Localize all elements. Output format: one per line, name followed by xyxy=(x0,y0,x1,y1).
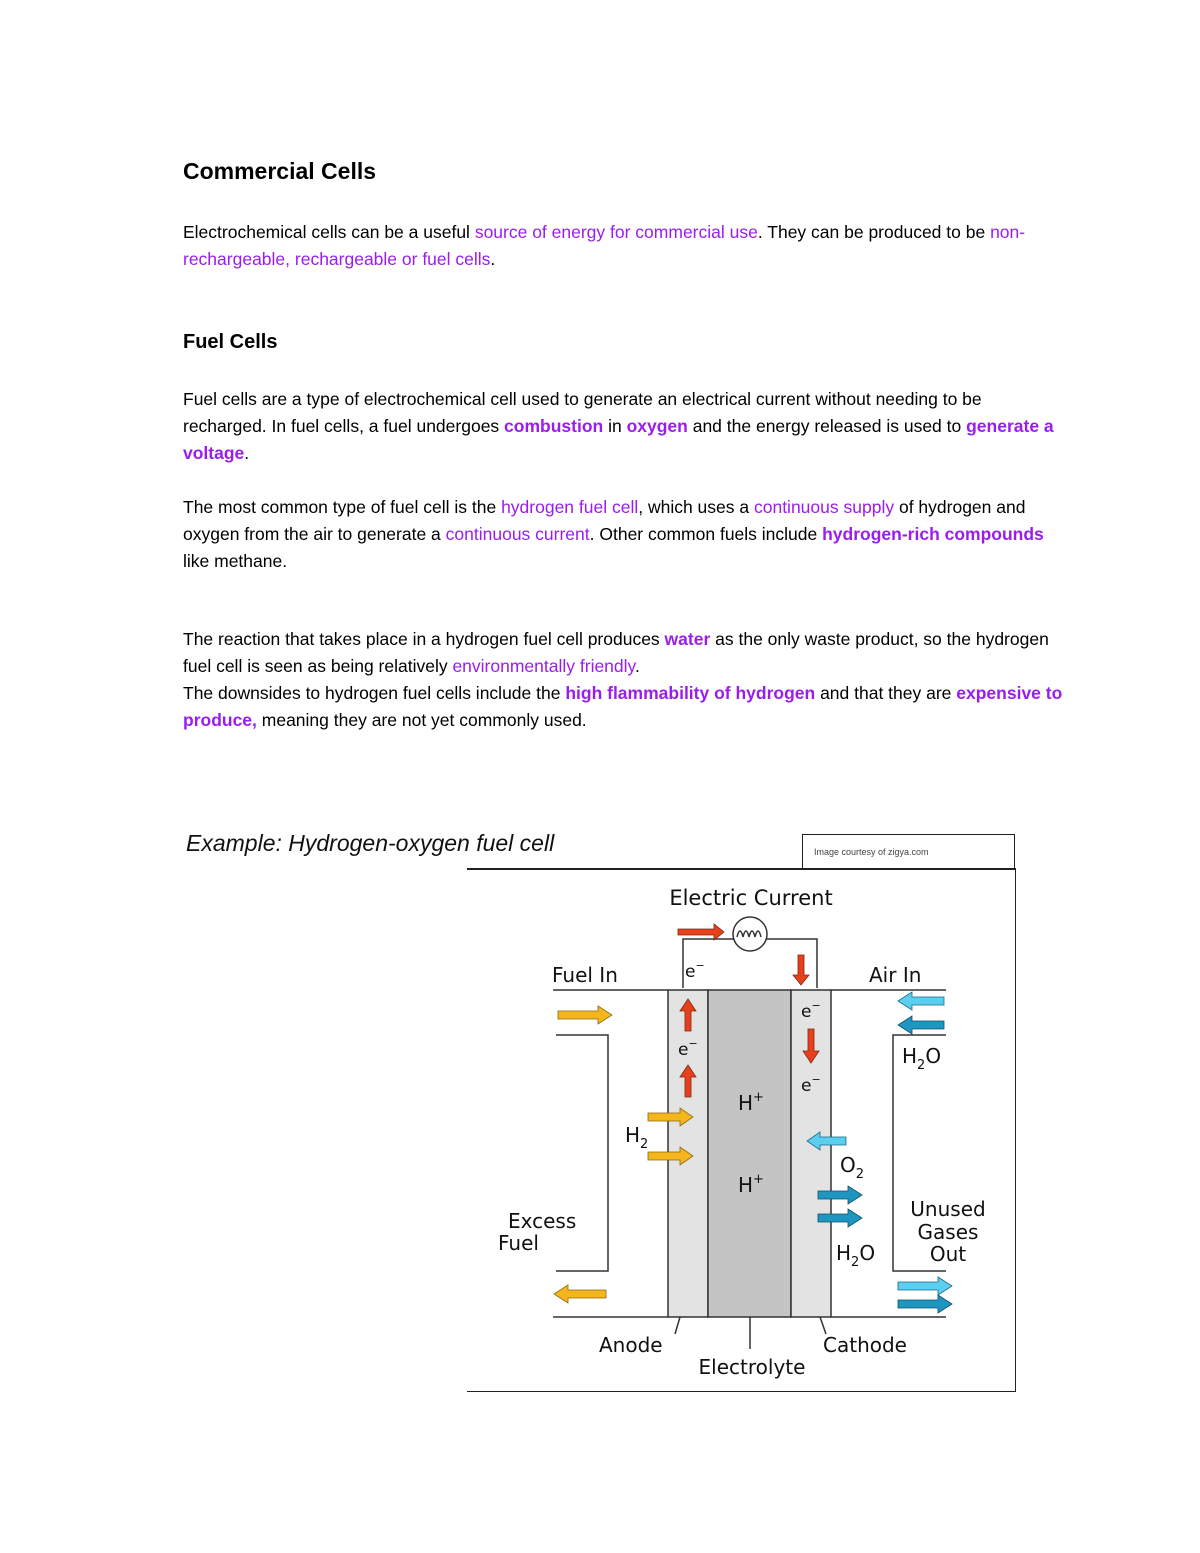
highlight-cell-types: non-rechargeable, rechargeable or fuel cells xyxy=(183,222,1026,269)
label-unused: Unused xyxy=(910,1197,986,1221)
fuel-cells-paragraph-4: The downsides to hydrogen fuel cells include the high flammability of hydrogen and that they are expensive to produce, meaning they are not yet commonly used. xyxy=(183,683,1063,730)
air-in-arrow-1 xyxy=(898,992,944,1010)
highlight-water: water xyxy=(664,629,711,649)
label-fuel-in: Fuel In xyxy=(552,963,618,987)
label-hplus-2: H+ xyxy=(738,1172,764,1197)
label-h2: $H_2$ xyxy=(625,1123,649,1152)
fuel-chamber-wall xyxy=(556,1035,608,1271)
highlight-expensive: expensive to produce, xyxy=(183,683,1063,730)
electron-arrow-down-top xyxy=(793,955,809,985)
electron-arrow-circuit xyxy=(678,924,724,940)
label-anode: Anode xyxy=(599,1333,663,1357)
image-credit-text: Image courtesy of zigya.com xyxy=(814,847,929,857)
highlight-hydrogen-rich-compounds: hydrogen-rich compounds xyxy=(822,524,1044,544)
intro-paragraph: Electrochemical cells can be a useful source of energy for commercial use. They can be produced to be non-rechargeable, rechargeable or fuel cells. xyxy=(183,222,1026,269)
example-title: Example: Hydrogen-oxygen fuel cell xyxy=(186,830,555,856)
image-credit-box xyxy=(802,834,1015,868)
highlight-hydrogen-fuel-cell: hydrogen fuel cell xyxy=(501,497,639,517)
section-heading-fuel-cells: Fuel Cells xyxy=(183,331,278,353)
label-electrolyte: Electrolyte xyxy=(698,1355,806,1379)
label-gases: Gases xyxy=(917,1220,979,1244)
fuel-cells-paragraph-2: The most common type of fuel cell is the hydrogen fuel cell, which uses a continuous supply of hydrogen and oxygen from the air to generate a continuous current. Other common fuels include hydrogen-rich compounds like methane. xyxy=(183,497,1044,571)
fuel-cells-paragraph-1: Fuel cells are a type of electrochemical cell used to generate an electrical current without needing to be recharged. In fuel cells, a fuel undergoes combustion in oxygen and the energy released is used to generate a voltage. xyxy=(183,389,1054,463)
highlight-environmentally-friendly: environmentally friendly xyxy=(452,656,635,676)
label-h2o-bottom: $H_2O$ xyxy=(836,1241,876,1270)
highlight-energy-source: source of energy for commercial use xyxy=(474,222,758,242)
page-title: Commercial Cells xyxy=(183,158,377,184)
electron-label-top: e− xyxy=(685,959,705,982)
anode-pointer xyxy=(675,1317,680,1334)
unused-gas-arrow-2 xyxy=(898,1295,952,1313)
highlight-oxygen: oxygen xyxy=(626,416,688,436)
fuel-in-arrow xyxy=(558,1006,612,1024)
label-h2o-top: $H_2O$ xyxy=(902,1044,942,1073)
electron-label-cathode-2: e− xyxy=(801,1073,821,1096)
fuel-cell-diagram xyxy=(468,869,1014,1389)
highlight-high-flammability: high flammability of hydrogen xyxy=(565,683,816,703)
highlight-combustion: combustion xyxy=(504,416,604,436)
highlight-continuous-current: continuous current xyxy=(445,524,590,544)
label-o2: $O_2$ xyxy=(840,1153,865,1182)
label-out: Out xyxy=(929,1242,967,1266)
cathode-pointer xyxy=(820,1317,826,1334)
electron-label-anode: e− xyxy=(678,1037,698,1060)
label-excess: Excess xyxy=(508,1209,577,1233)
label-fuel: Fuel xyxy=(498,1231,539,1255)
highlight-generate-voltage: generate a voltage xyxy=(183,416,1054,463)
electron-label-cathode-1: e− xyxy=(801,999,821,1022)
label-cathode: Cathode xyxy=(823,1333,907,1357)
fuel-cells-paragraph-3: The reaction that takes place in a hydrogen fuel cell produces water as the only waste product, so the hydrogen fuel cell is seen as being relatively environmentally friendly. xyxy=(183,629,1049,676)
label-electric-current: Electric Current xyxy=(669,886,833,910)
excess-fuel-arrow xyxy=(554,1285,606,1303)
label-hplus-1: H+ xyxy=(738,1090,764,1115)
highlight-continuous-supply: continuous supply xyxy=(753,497,895,517)
unused-gas-arrow-1 xyxy=(898,1277,952,1295)
air-in-arrow-2 xyxy=(898,1016,944,1034)
electrolyte-layer xyxy=(708,990,791,1317)
label-air-in: Air In xyxy=(869,963,922,987)
